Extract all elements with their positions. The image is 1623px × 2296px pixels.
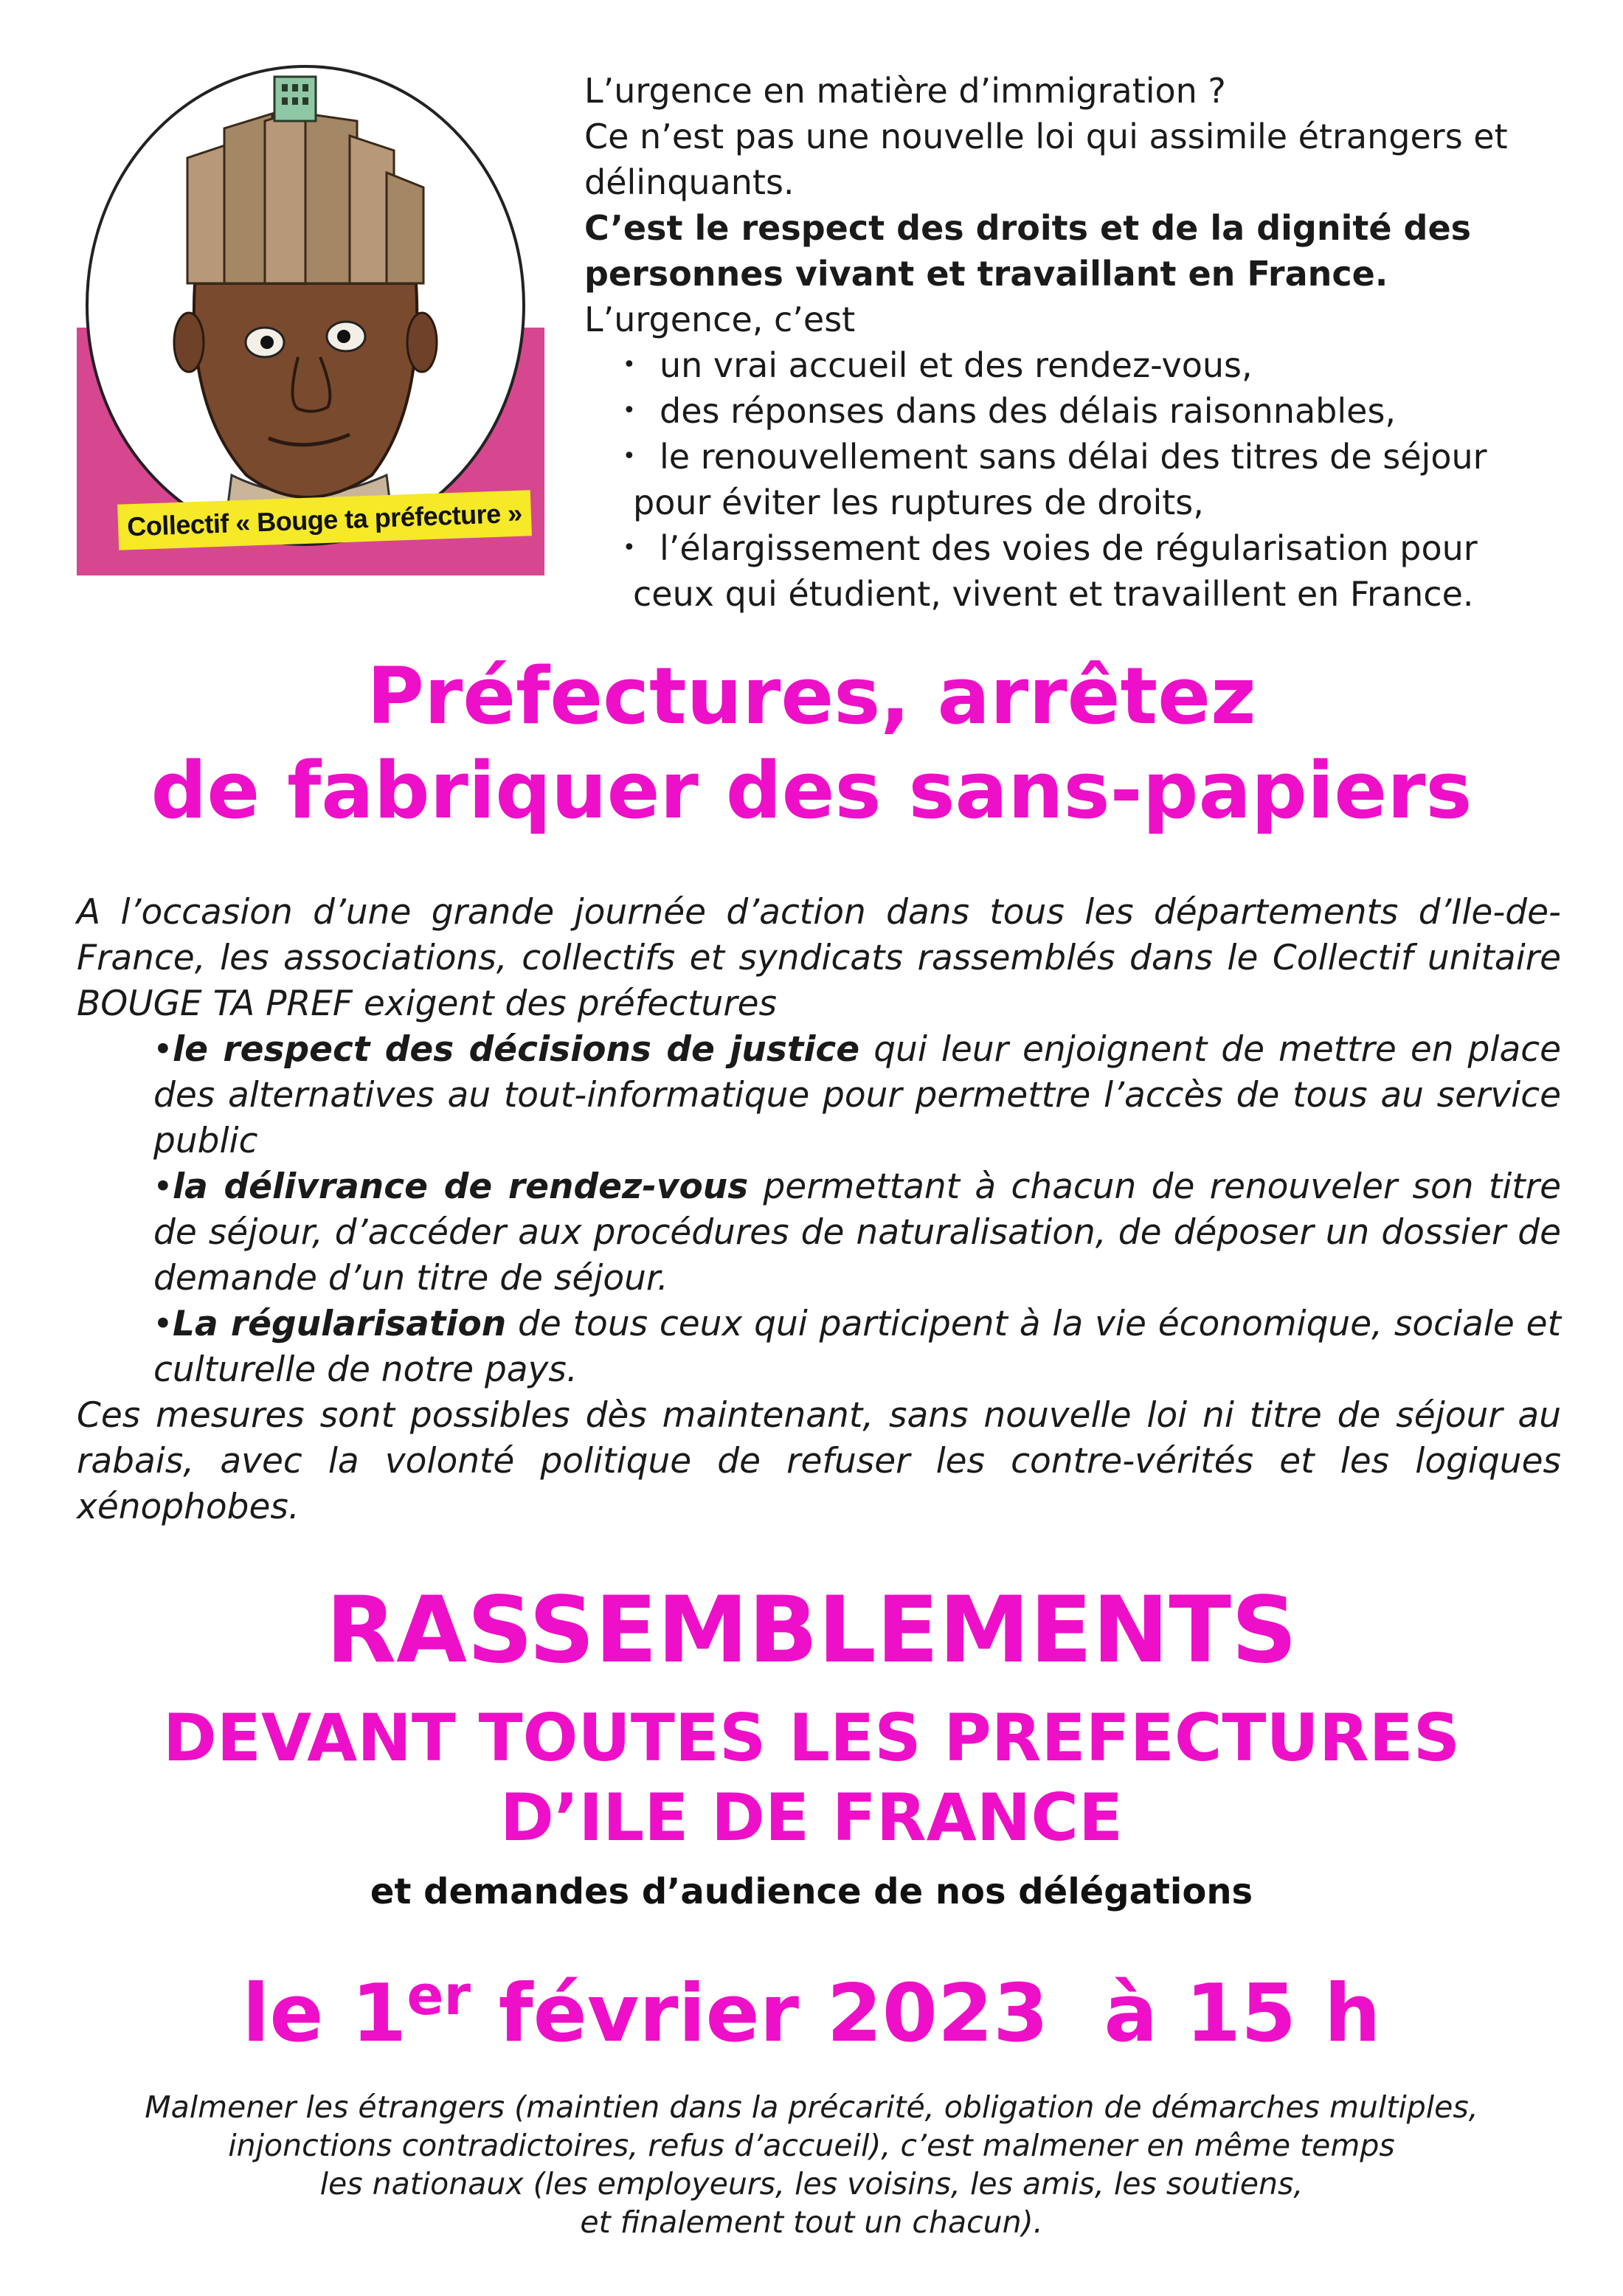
demand-item: • la délivrance de rendez-vous permettant à chacun de renouveler son titre de séjour, d’accéder aux procédures de naturalisation, de déposer un dossier de demande d’un titre de séjour. xyxy=(77,1164,1561,1301)
rally-subtitle-line: D’ILE DE FRANCE xyxy=(499,1780,1124,1856)
intro-line: L’urgence en matière d’immigration ? xyxy=(584,71,1226,111)
rally-subtitle xyxy=(0,1698,1623,1858)
intro-line: L’urgence, c’est xyxy=(584,300,856,339)
headline xyxy=(0,649,1623,838)
list-item: • le renouvellement sans délai des titres de séjour pour éviter les ruptures de droits, xyxy=(584,434,1565,525)
event-date: le 1er février 2023 à 15 h xyxy=(242,1964,1381,2060)
body-closing: Ces mesures sont possibles dès maintenant, sans nouvelle loi ni titre de séjour au rabais, avec la volonté politique de refuser les contre-vérités et les logiques xénophobes. xyxy=(77,1395,1561,1527)
list-item: • des réponses dans des délais raisonnables, xyxy=(584,388,1565,434)
list-item: • l’élargissement des voies de régularisation pour ceux qui étudient, vivent et travaillent en France. xyxy=(584,525,1565,617)
urgency-list xyxy=(584,342,1565,617)
bullet-icon: • xyxy=(153,1029,173,1070)
intro-block xyxy=(584,68,1565,617)
logo-caption: Collectif « Bouge ta préfecture » xyxy=(117,490,532,550)
rally-note: et demandes d’audience de nos délégations xyxy=(370,1871,1253,1912)
body-intro: A l’occasion d’une grande journée d’action dans tous les départements d’Ile-de-France, les associations, collectifs et syndicats rassemblés dans le Collectif unitaire BOUGE TA PREF exigent des préfectures xyxy=(77,892,1561,1024)
body-text xyxy=(77,890,1561,1530)
headline-line: de fabriquer des sans-papiers xyxy=(150,745,1473,836)
rally-subtitle-line: DEVANT TOUTES LES PREFECTURES xyxy=(162,1700,1461,1776)
bullet-icon: • xyxy=(153,1304,173,1344)
bullet-icon: • xyxy=(623,352,636,378)
list-item: • un vrai accueil et des rendez-vous, xyxy=(584,342,1565,388)
demand-item: • La régularisation de tous ceux qui participent à la vie économique, sociale et culturelle de notre pays. xyxy=(77,1301,1561,1393)
bullet-icon: • xyxy=(623,398,636,423)
rally-title: RASSEMBLEMENTS xyxy=(325,1577,1298,1684)
intro-strong: C’est le respect des droits et de la dignité des personnes vivant et travaillant en France. xyxy=(584,208,1472,294)
bullet-icon: • xyxy=(623,443,636,469)
bullet-icon: • xyxy=(623,535,636,561)
intro-line: Ce n’est pas une nouvelle loi qui assimile étrangers et délinquants. xyxy=(584,117,1508,202)
bullet-icon: • xyxy=(153,1166,173,1207)
headline-line: Préfectures, arrêtez xyxy=(367,651,1256,741)
footer-note: Malmener les étrangers (maintien dans la précarité, obligation de démarches multiples, injonctions contradictoires, refus d’accueil), c’est malmener en même temps les nationaux (les employeurs, les voisins, les amis, les soutiens, et finalement tout un chacun). xyxy=(145,2089,1478,2240)
demand-item: • le respect des décisions de justice qui leur enjoignent de mettre en place des alternatives au tout-informatique pour permettre l’accès de tous au service public xyxy=(77,1027,1561,1164)
collectif-logo xyxy=(77,62,544,575)
